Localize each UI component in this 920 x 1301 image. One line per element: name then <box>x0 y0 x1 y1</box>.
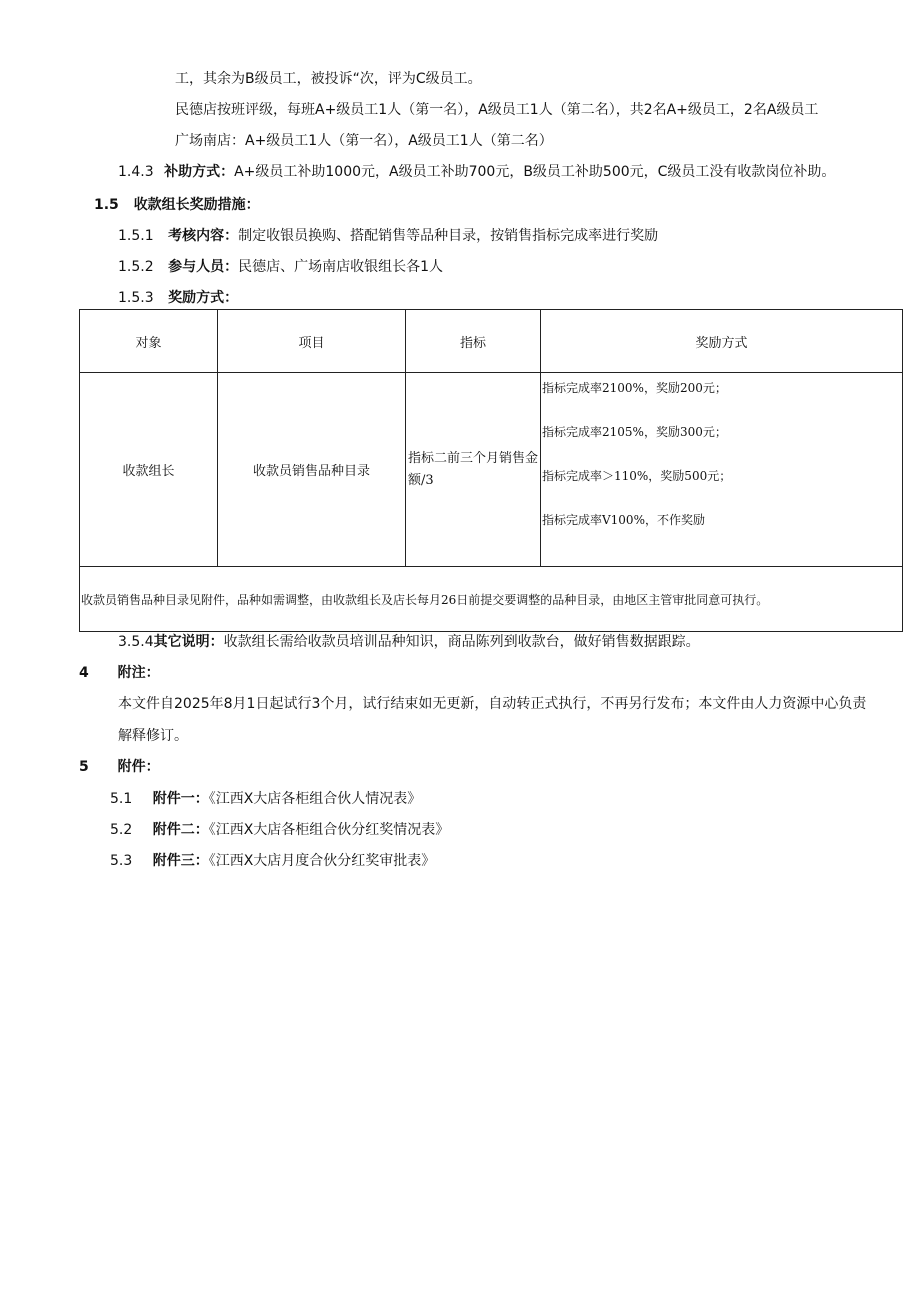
header-cell-project: 项目 <box>218 310 406 373</box>
attachment-number: 5.2 <box>110 822 133 838</box>
attachment-title: 《江西X大店各柜组合伙分红奖情况表》 <box>208 822 450 838</box>
section-text: A+级员工补助1000元，A级员工补助700元，B级员工补助500元，C级员工没有收款岗位补助。 <box>234 164 836 180</box>
section-1-5-1 <box>118 226 658 246</box>
note-line-2: 解释修订。 <box>118 728 188 744</box>
attachment-number: 5.1 <box>110 791 133 807</box>
attachment-title: 《江西X大店月度合伙分红奖审批表》 <box>208 853 436 869</box>
table-note: 收款员销售品种目录见附件，品种如需调整，由收款组长及店长每月26日前提交要调整的品种目录，由地区主管审批同意可执行。 <box>80 567 903 632</box>
cell-metric: 指标二前三个月销售金额/3 <box>406 373 541 567</box>
attachment-title: 《江西X大店各柜组合伙人情况表》 <box>208 791 422 807</box>
section-label: 奖励方式： <box>168 290 239 306</box>
section-label: 收款组长奖励措施： <box>133 197 260 213</box>
table-note-row <box>80 567 903 632</box>
attachment-item-3 <box>110 851 435 871</box>
header-cell-metric: 指标 <box>406 310 541 373</box>
attachment-number: 5.3 <box>110 853 133 869</box>
reward-table <box>79 309 903 632</box>
method-item: 指标完成率2105%，奖励300元； <box>542 425 727 439</box>
cell-target: 收款组长 <box>80 373 218 567</box>
intro-line-3: 广场南店：A+级员工1人（第一名），A级员工1人（第二名） <box>175 133 553 149</box>
method-item: 指标完成率＞110%，奖励500元； <box>542 469 732 483</box>
section-number: 1.4.3 <box>118 164 154 180</box>
section-text: 民德店、广场南店收银组长各1人 <box>238 259 443 275</box>
section-4 <box>79 663 160 683</box>
intro-line-1: 工，其余为B级员工，被投诉“次，评为C级员工。 <box>175 71 482 87</box>
section-number: 1.5 <box>94 197 119 213</box>
cell-project: 收款员销售品种目录 <box>218 373 406 567</box>
section-label: 参与人员： <box>168 259 239 275</box>
note-line-1: 本文件自2025年8月1日起试行3个月，试行结束如无更新，自动转正式执行，不再另行发布；本文件由人力资源中心负责 <box>118 696 867 712</box>
section-3-5-4 <box>118 632 700 652</box>
section-number: 3.5.4 <box>118 634 154 650</box>
method-item: 指标完成率V100%，不作奖励 <box>542 513 705 527</box>
section-1-5 <box>94 195 260 215</box>
cell-method <box>541 373 903 567</box>
section-number: 1.5.2 <box>118 259 154 275</box>
section-5 <box>79 757 160 777</box>
section-1-4-3 <box>118 162 835 182</box>
attachment-item-1 <box>110 789 421 809</box>
section-number: 5 <box>79 759 89 775</box>
attachment-item-2 <box>110 820 449 840</box>
attachment-label: 附件一： <box>152 791 209 807</box>
attachment-label: 附件三： <box>152 853 209 869</box>
header-cell-method: 奖励方式 <box>541 310 903 373</box>
intro-line-2: 民德店按班评级，每班A+级员工1人（第一名），A级员工1人（第二名），共2名A+级员工，2名A级员工 <box>175 102 819 118</box>
section-number: 1.5.1 <box>118 228 154 244</box>
method-item: 指标完成率2100%，奖励200元； <box>542 381 727 395</box>
section-1-5-2 <box>118 257 443 277</box>
section-1-5-3 <box>118 288 238 308</box>
section-text: 收款组长需给收款员培训品种知识，商品陈列到收款台，做好销售数据跟踪。 <box>223 634 700 650</box>
table-header-row <box>80 310 903 373</box>
section-number: 4 <box>79 665 89 681</box>
section-label: 补助方式： <box>164 164 235 180</box>
section-label: 附注： <box>117 665 160 681</box>
header-cell-target: 对象 <box>80 310 218 373</box>
attachment-label: 附件二： <box>152 822 209 838</box>
section-text: 制定收银员换购、搭配销售等品种目录，按销售指标完成率进行奖励 <box>238 228 659 244</box>
table-row <box>80 373 903 567</box>
section-number: 1.5.3 <box>118 290 154 306</box>
section-label: 附件： <box>117 759 160 775</box>
section-label: 其它说明： <box>153 634 224 650</box>
section-label: 考核内容： <box>168 228 239 244</box>
